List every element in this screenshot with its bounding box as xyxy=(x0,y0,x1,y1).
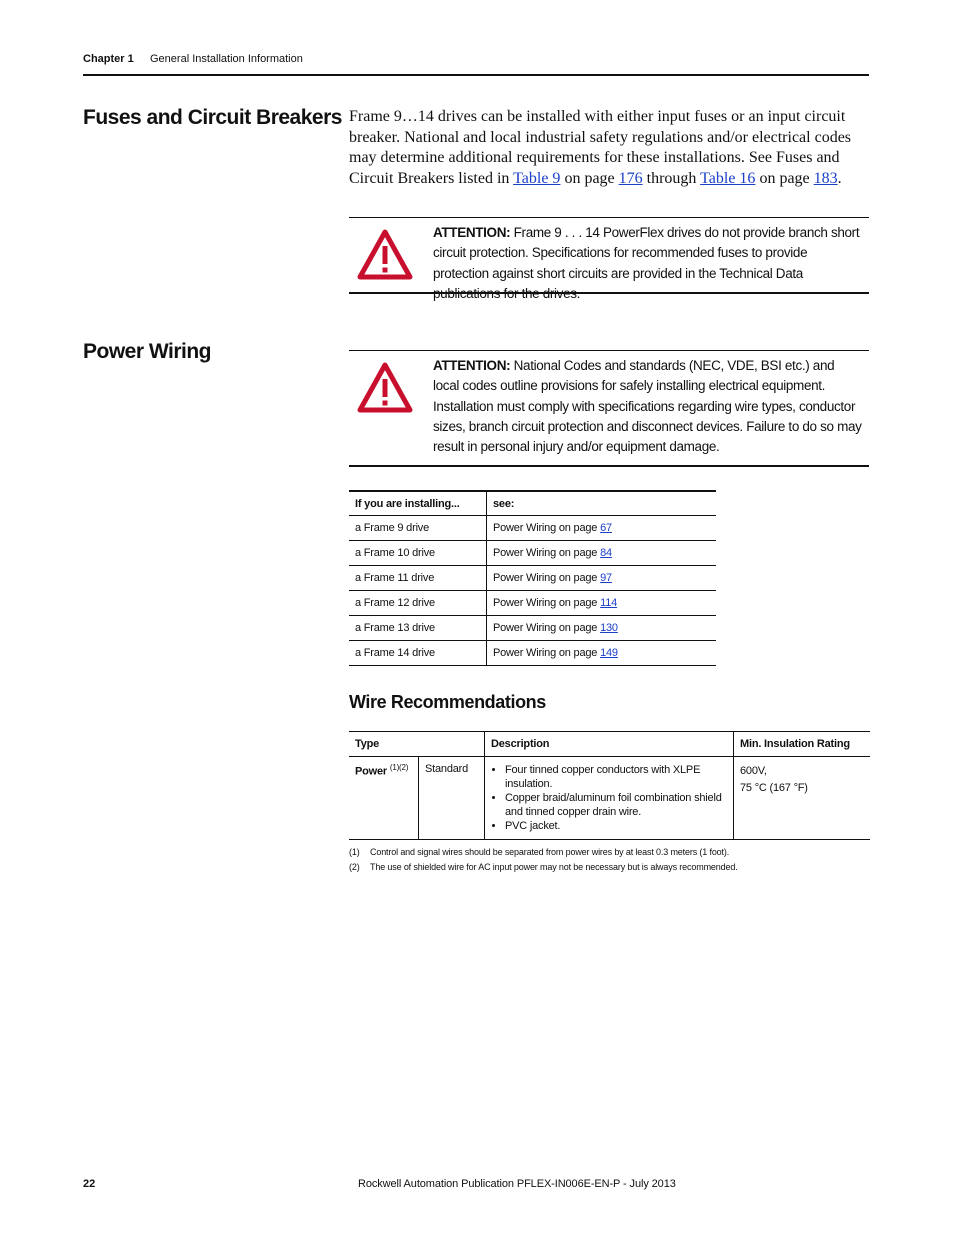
footnote-refs: (1)(2) xyxy=(389,763,409,772)
list-item: • Four tinned copper conductors with XLPE insulation. xyxy=(505,763,727,791)
see-prefix: Power Wiring on page xyxy=(493,547,601,559)
attention-box-fuses xyxy=(349,217,869,301)
section-title-power-wiring: Power Wiring xyxy=(83,340,211,363)
table-header-row xyxy=(349,732,870,757)
header-title: General Installation Information xyxy=(150,53,303,65)
cell-installing: a Frame 12 drive xyxy=(349,591,487,616)
cell-installing: a Frame 10 drive xyxy=(349,541,487,566)
column-header-type: Type xyxy=(349,732,485,757)
rating-temperature: 75 °C (167 °F) xyxy=(740,782,808,794)
link-table-9[interactable]: Table 9 xyxy=(513,169,561,187)
subsection-title-wire-recommendations: Wire Recommendations xyxy=(349,692,546,712)
cell-type xyxy=(349,757,419,840)
see-prefix: Power Wiring on page xyxy=(493,522,601,534)
link-page-183[interactable]: 183 xyxy=(813,169,838,187)
section-title-fuses: Fuses and Circuit Breakers xyxy=(83,106,342,129)
cell-installing: a Frame 9 drive xyxy=(349,516,487,541)
cell-description xyxy=(485,757,734,840)
attention-label: ATTENTION: xyxy=(433,358,511,373)
cell-see xyxy=(487,566,717,591)
warning-triangle-icon xyxy=(357,361,413,413)
see-prefix: Power Wiring on page xyxy=(493,572,601,584)
table-row xyxy=(349,566,716,591)
footnote-number: (2) xyxy=(349,862,360,872)
link-page[interactable]: 67 xyxy=(600,522,612,534)
see-prefix: Power Wiring on page xyxy=(493,622,601,634)
table-row xyxy=(349,616,716,641)
table-row xyxy=(349,757,870,840)
fuses-body-end: . xyxy=(837,169,842,187)
footnote-number: (1) xyxy=(349,847,360,857)
cell-installing: a Frame 13 drive xyxy=(349,616,487,641)
cell-installing: a Frame 11 drive xyxy=(349,566,487,591)
column-header-insulation-rating: Min. Insulation Rating xyxy=(734,732,871,757)
link-table-16[interactable]: Table 16 xyxy=(700,169,756,187)
attention-box-power xyxy=(349,350,869,467)
see-prefix: Power Wiring on page xyxy=(493,597,601,609)
fuses-body-part1: Frame 9…14 drives can be installed with either input fuses or an input circuit breaker. National and local industrial safety regulations and/or electrical codes may determine additional requirements for these installations. See Fuses and Circuit Breakers listed in xyxy=(349,108,852,187)
warning-triangle-icon xyxy=(357,228,413,280)
fuses-body-on-page-1: on page xyxy=(560,169,619,187)
attention-message: National Codes and standards (NEC, VDE, BSI etc.) and local codes outline provisions for safely installing electrical equipment. Installation must comply with specifications regarding wire types, conductor sizes, branch circuit protection and disconnect devices. Failure to do so may result in personal injury and/or equipment damage. xyxy=(433,358,862,455)
cell-see xyxy=(487,641,717,666)
table-row xyxy=(349,516,716,541)
header-chapter: Chapter 1 xyxy=(83,53,134,65)
list-item: • PVC jacket. xyxy=(505,819,727,833)
list-item: • Copper braid/aluminum foil combination shield and tinned copper drain wire. xyxy=(505,791,727,819)
table-header-row xyxy=(349,491,716,516)
fuses-body-through: through xyxy=(642,169,701,187)
wire-recommendations-table xyxy=(349,731,870,840)
column-header-description: Description xyxy=(485,732,734,757)
table-row xyxy=(349,541,716,566)
frame-power-wiring-table xyxy=(349,490,716,666)
link-page-176[interactable]: 176 xyxy=(618,169,643,187)
page-number: 22 xyxy=(83,1178,96,1190)
table-row xyxy=(349,641,716,666)
link-page[interactable]: 114 xyxy=(600,597,618,609)
footnote xyxy=(349,847,729,857)
footnote-text: Control and signal wires should be separated from power wires by at least 0.3 meters (1 foot). xyxy=(370,847,730,857)
attention-message: Frame 9 . . . 14 PowerFlex drives do not provide branch short circuit protection. Specifications for recommended fuses to provide protection against short circuits are provided in the Technical Data publications for the drives. xyxy=(433,225,860,301)
column-header-installing: If you are installing... xyxy=(349,491,487,516)
type-label: Power xyxy=(355,765,388,778)
see-prefix: Power Wiring on page xyxy=(493,647,601,659)
footnote-text: The use of shielded wire for AC input power may not be necessary but is always recommended. xyxy=(370,862,738,872)
link-page[interactable]: 130 xyxy=(600,622,618,634)
cell-see xyxy=(487,616,717,641)
description-list xyxy=(491,763,727,833)
cell-subtype: Standard xyxy=(419,757,485,840)
attention-text-fuses xyxy=(433,223,863,304)
link-page[interactable]: 149 xyxy=(600,647,618,659)
cell-installing: a Frame 14 drive xyxy=(349,641,487,666)
header-rule xyxy=(83,74,869,76)
cell-see xyxy=(487,591,717,616)
cell-see xyxy=(487,541,717,566)
fuses-body-on-page-2: on page xyxy=(755,169,814,187)
attention-label: ATTENTION: xyxy=(433,225,511,240)
table-row xyxy=(349,591,716,616)
cell-insulation-rating xyxy=(734,757,871,840)
attention-text-power xyxy=(433,356,863,457)
link-page[interactable]: 84 xyxy=(600,547,612,559)
fuses-body-text xyxy=(349,107,864,189)
column-header-see: see: xyxy=(487,491,717,516)
rating-voltage: 600V, xyxy=(740,765,767,777)
footnote xyxy=(349,862,738,872)
link-page[interactable]: 97 xyxy=(600,572,612,584)
cell-see xyxy=(487,516,717,541)
publication-info: Rockwell Automation Publication PFLEX-IN006E-EN-P - July 2013 xyxy=(358,1178,676,1190)
